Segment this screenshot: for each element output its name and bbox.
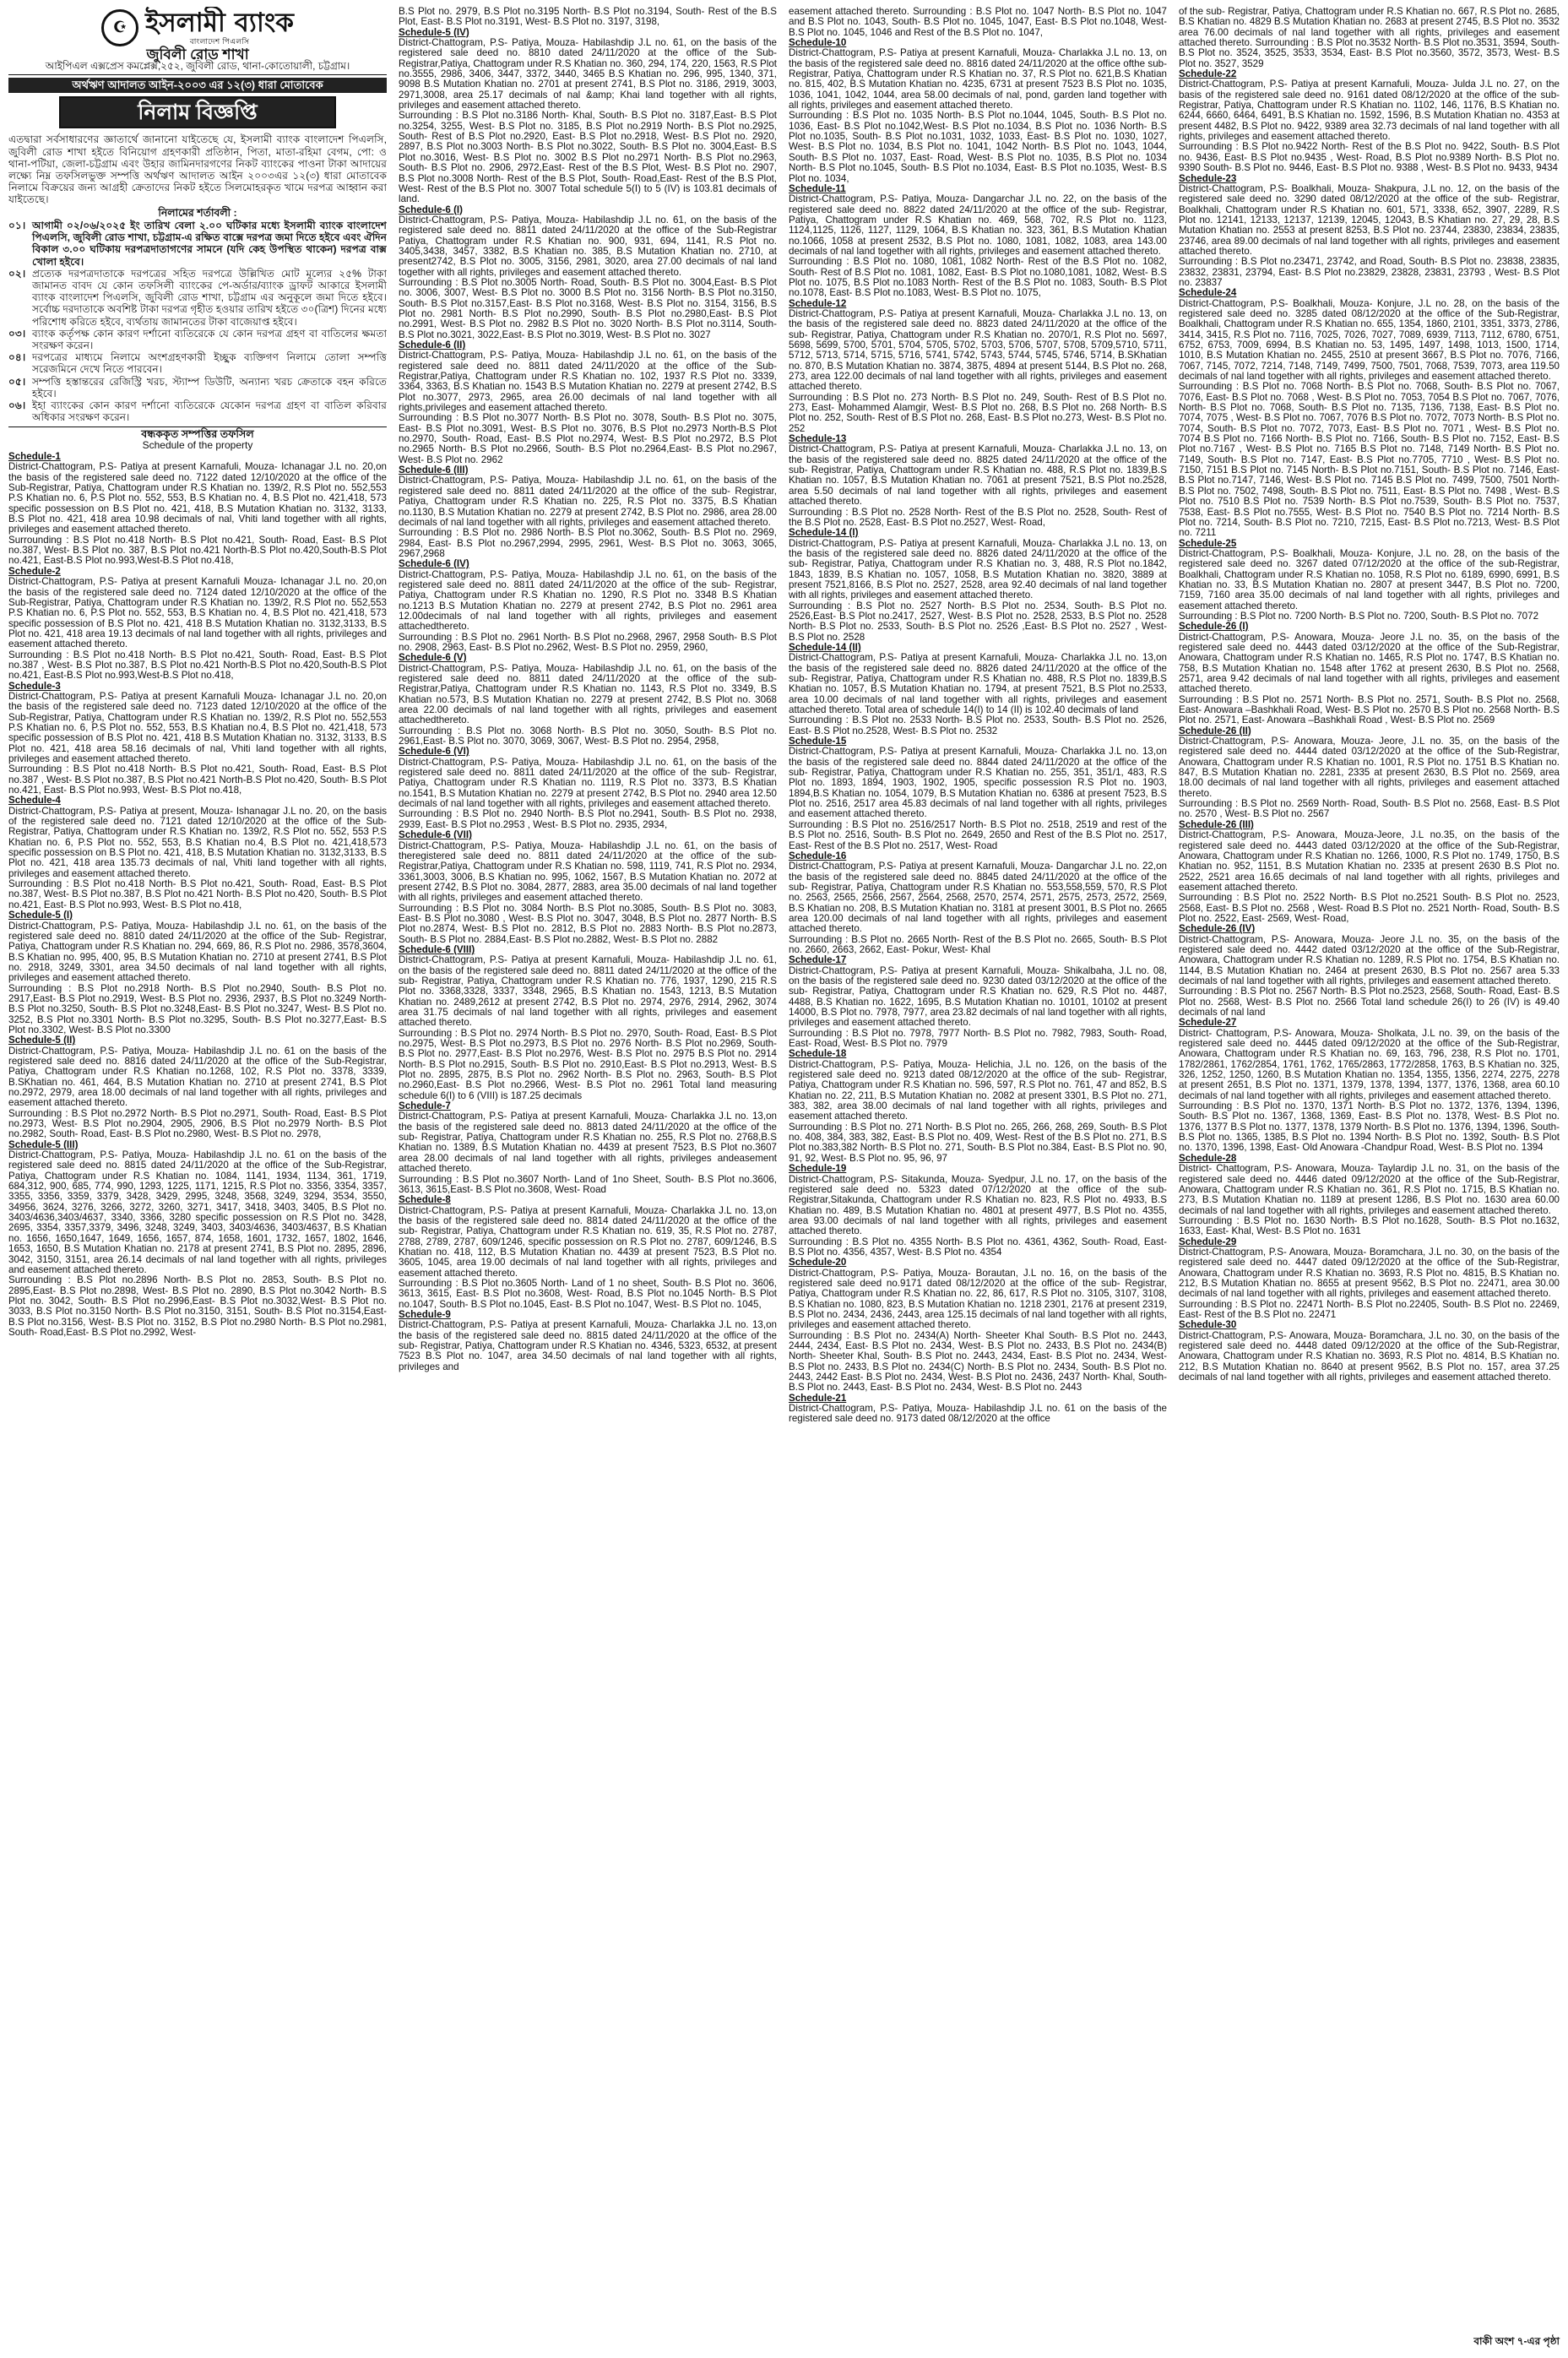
schedule-text: District-Chattogram, P.S- Sitakunda, Mouza- Syedpur, J.L no. 17, on the basis of the registered sale deed no. 5323 dated 07/12/2020 at the office of the sub- Registrar,Sitakunda, Chattogram under R.S Khatian no. 823, R.S Plot no. 4933, B.S Khatian no. 489, B.S Mutation Khatian no. 4801 at present 4977, B.S Plot no. 4355, area 93.00 decimals of nal land together with all rights, privileges and easement attached thereto.: [789, 1173, 1167, 1237]
schedule-paragraph: [789, 851, 1167, 935]
schedule-paragraph: [399, 1029, 777, 1101]
schedule-paragraph: [1179, 1237, 1560, 1300]
schedule-paragraph: [8, 796, 387, 879]
bank-name: ইসলামী ব্যাংক: [145, 8, 294, 38]
schedule-heading-label: Schedule-6 (V): [399, 652, 467, 664]
schedule-paragraph: [8, 452, 387, 535]
schedule-text: Surrounding : B.S Plot no. 2533 North- B.S Plot no. 2533, South- B.S Plot no. 2526, East- B.S Plot no.2528, West- B.S Plot no. 2532: [789, 714, 1167, 736]
schedule-paragraph: [789, 184, 1167, 257]
schedule-paragraph: [1179, 174, 1560, 258]
schedule-text: District-Chattogram, P.S- Boalkhali, Mouza- Konjure, J.L no. 28, on the basis of the registered sale deed no. 3267 dated 07/12/2020 at the office of the sub-Registrar, Boalkhali, Chattogram under R.S Khatian no. 1058, R.S Plot no. 6189, 6990, 6991, B.S Khatian no. 33, B.S Mutation Khatian no. 2807 at present 3447, B.S Plot no. 7200, 7159, 7160 area 35.00 decimals of nal land together with all rights, privileges and easement attached thereto.: [1179, 547, 1560, 611]
schedule-paragraph: [789, 111, 1167, 183]
schedule-text: Surrounding : B.S Plot no.418 North- B.S Plot no.421, South- Road, East- B.S Plot no.387, West- B.S Plot no. 387, B.S Plot no.421 North-B.S Plot no.420,South-B.S Plot no.421, East-B.S Plot no.993,West-B.S Plot no.418,: [8, 534, 387, 567]
schedule-heading-label: Schedule-5 (I): [8, 910, 73, 921]
schedule-heading-label: Schedule-5 (III): [8, 1138, 79, 1150]
column-2-schedules: [399, 7, 777, 1372]
schedule-paragraph: [1179, 7, 1560, 69]
schedule-heading-label: Schedule-19: [789, 1163, 847, 1175]
schedule-text: District-Chattogram, P.S- Patiya at present, Mouza- Ishanagar J.L no. 20, on the basis of the registered sale deed no. 7121 dated 12/10/2020 at the office of the Sub-Registrar, Patiya, Chattogram under R.S Khatian no. 139/2, R.S Plot no. 552, 553 P.S Khatian no. 6, P.S Plot no. 552, 553, B.S Khatian no.4, B.S Plot no. 421,418,573 specific possession on B.S Plot no. 421, 418, B.S Mutation Khatian no. 3132,3133, B.S Plot no. 421, 418 area 135.73 decimals of nal, Vhiti land together with all rights, privileges and easement attached thereto.: [8, 805, 387, 879]
schedule-text: Surrounding : B.S Plot no. 2528 North- Rest of the B.S Plot no. 2528, South- Rest of the B.S Plot no. 2528, East- B.S Plot no.2527, West- Road,: [789, 506, 1167, 528]
schedule-heading-label: Schedule-17: [789, 954, 847, 966]
schedule-text: District-Chattogram, P.S- Patiya, Mouza- Borautan, J.L no. 16, on the basis of the registered sale deed no.9171 dated 08/12/2020 at the office of the sub- Registrar, Patiya, Chattogram under R.S Khatian no. 22, 86, 617, R.S Plot no. 3105, 3107, 3108, B.S Khatian no. 1080, 823, B.S Mutation Khatian no. 1218 2301, 2176 at present 2319, B.S Plot no. 2434, 2436, 2443, area 125.15 decimals of nal land together with all rights, privileges and easement attached thereto.: [789, 1267, 1167, 1331]
schedule-text: District-Chattogram, P.S- Patiya at present Karnafuli, Mouza- Charlakka J.L no. 13,on the basis of the registered sale deed no. 8813 dated 24/11/2020 at the office of the sub- Registrar, Patiya, Chattogram under R.S Khatian no. 255, R.S Plot no. 2768,B.S Khatian no. 1389, B.S Mutation Khatian no. 4439 at present 7523, B.S Plot no.3607 area 28.00 decimals of nal land together with all rights, privileges andeasement attached thereto.: [399, 1111, 777, 1175]
schedule-text: Surrounding : B.S Plot no. 1080, 1081, 1082 North- Rest of the B.S Plot no. 1082, South- Rest of B.S Plot no. 1081, 1082, East- B.S Plot no.1080,1081, 1082, West- B.S Plot no. 1075, B.S Plot no.1083 North- Rest of the B.S Plot no. 1083, South- B.S Plot no.1078, East- B.S Plot no.1083, West- B.S Plot no. 1075,: [789, 256, 1167, 299]
schedule-paragraph: [789, 1237, 1167, 1258]
schedule-paragraph: [789, 1331, 1167, 1394]
schedule-text: District-Chattogram, P.S- Patiya at present Karnafuli, Mouza- Ichanagar J.L no. 20,on the basis of the registered sale deed no. 7122 dated 12/10/2020 at the office of the Sub-Registrar, Patiya, Chattogram under R.S Khatian no. 139/2, R.S Plot no. 552,553 P.S Khatian no. 6, P.S Plot no. 552, 553, B.S Khatian no. 4, B.S Plot no. 421,418, 573 specific possession on B.S Plot no. 421, 418, B.S Mutation Khatian no. 3132, 3133, B.S Plot no. 421, 418 area 10.98 decimals of nal, Vhiti land together with all rights, privileges and easement attached thereto.: [8, 461, 387, 535]
schedule-paragraph: [1179, 1101, 1560, 1154]
schedule-heading: বন্ধককৃত সম্পত্তির তফসিল: [8, 427, 387, 439]
schedule-paragraph: [789, 393, 1167, 434]
schedule-paragraph: [399, 7, 777, 28]
schedule-paragraph: [1179, 1018, 1560, 1101]
schedule-heading-label: Schedule-6 (VI): [399, 746, 469, 758]
schedule-paragraph: [399, 726, 777, 747]
schedule-text: District-Chattogram, P.S- Patiya at present Karnafuli, Mouza- Charlakka J.L no. 13,on the basis of the registered sale deed no. 8814 dated 24/11/2020 at the office of the sub- Registrar, Patiya, Chattogram under R.S Khatian no. 619, 35, R.S Plot no. 2787, 2788, 2789, 2787, 609/1246, specific possession on R.S Plot no. 2787, 609/1246, B.S Khatian no. 418, 112, B.S Mutation Khatian no. 4439 at present 7523, B.S Plot no. 3605, 1045, area 19.00 decimals of nal land together with all rights, privileges and easement attached thereto.: [399, 1204, 777, 1279]
schedule-text: Surrounding : B.S Plot no.23471, 23742, and Road, South- B.S Plot no. 23838, 23835, 23832, 23831, 23794, East- B.S Plot no.23829, 23828, 23831, 23793 , West- B.S Plot no. 23837: [1179, 256, 1560, 288]
schedule-text: District-Chattogram, P.S- Anowara, Mouza-Jeore, J.L no.35, on the basis of the registered sale deed no. 4443 dated 03/12/2020 at the office of the Sub-Registrar, Anowara, Chattogram under R.S Khatian no. 1266, 1000, R.S Plot no. 1749, 1750, B.S Khatian no. 952, 1151, B.S Mutation Khatian no. 2335 at present 2630 B.S Plot no. 2522, 2521 area 16.65 decimals of nal land together with all rights, privileges and easement attached thereto.: [1179, 829, 1560, 893]
schedule-text: District-Chattogram, P.S- Patiya, Mouza- Habilashdip J.L no. 61 on the basis of the registered sale deed no. 8816 dated 24/11/2020 at the office of the Sub-Registrar, Patiya, Chattogram under R.S Khatian no.1268, 102, R.S Plot no. 3378, 3339, B.SKhatian no. 461, 464, B.S Mutation Khatian no. 2710 at present 2741, B.S Plot no.2972, 2979, area 18.00 decimals of nal land together with all rights, privileges and easement attached thereto.: [8, 1045, 387, 1109]
newspaper-page: [8, 7, 1560, 2351]
schedule-heading-label: Schedule-14 (I): [789, 527, 859, 539]
schedule-heading-label: Schedule-11: [789, 182, 846, 194]
schedule-text: District-Chattogram, P.S- Boalkhali, Mouza- Shakpura, J.L no. 12, on the basis of the registered sale deed no. 3290 dated 08/12/2020 at the office of the sub- Registrar, Boalkhali, Chattogram under R.S Khatian no. 601, 571, 3338, 652, 3907, 2289, R.S Plot no. 12141, 12133, 12137, 12139, 12045, 12043, B.S Khatian no. 27, 29, 28, B.S Mutation Khatian no. 2553 at present 8253, B.S Plot no. 23744, 23830, 23834, 23835, 23746, area 89.00 decimals of nal land together with all rights, privileges and easement attached thereto.: [1179, 182, 1560, 257]
schedule-text: District-Chattogram, P.S- Patiya at present Karnafuli, Mouza- Shikalbaha, J.L no. 08, on the basis of the registered sale deed no. 9230 dated 03/12/2020 at the office of the sub- Registrar, Patiya, Chattogram under R.S Khatian no. 629, R.S Plot no. 4487, 4488, B.S Khatian no. 1622, 1695, B.S Mutation Khatian no. 10101, 10102 at present 14000, B.S Plot no. 7978, 7977, area 23.82 decimals of nal land together with all rights, privileges and easement attached thereto.: [789, 964, 1167, 1029]
bank-tagline: বাংলাদেশ পিএলসি: [189, 37, 250, 46]
schedule-text: Surrounding : B.S Plot no. 1370, 1371 North- B.S Plot no. 1372, 1376, 1394, 1396, South- B.S Plot no. 1367, 1368, 1369, East- B.S Plot no. 1378, West- B.S Plot no. 1376, 1377 B.S Plot no. 1377, 1378, 1379 North- B.S Plot no. 1376, 1394, 1396, South- B.S Plot no. 1365, 1385, B.S Plot no. 1394 North- B.S Plot no. 1392, South- B.S Plot no. 1370, 1396, 1398, East- Old Anowara -Chandpur Road, West- B.S Plot no. 1394: [1179, 1100, 1560, 1154]
schedule-text: Surrounding : B.S Plot no.9422 North- Rest of the B.S Plot no. 9422, South- B.S Plot no. 9436, East- B.S Plot no.9435 , West- Road, B.S Plot no.9389 North- B.S Plot no. 9390 South- B.S Plot no. 9446, East- B.S Plot no. 9388 , West- B.S Plot no. 9433, 9434: [1179, 141, 1560, 174]
schedule-paragraph: [399, 278, 777, 340]
schedule-text: Surrounding : B.S Plot no.3186 North- Khal, South- B.S Plot no. 3187,East- B.S Plot no.3254, 3255, West- B.S Plot no. 3185, B.S Plot no.2919 North- B.S Plot no.2925, South- Rest of B.S Plot no.2920, East- B.S Plot no.2918, West- B.S Plot no. 2920, 2897, B.S Plot no.3003 North- B.S Plot no.3022, South- B.S Plot no. 3004,East- B.S Plot no.3016, West- B.S Plot no. 3002 B.S Plot no.2971 North- B.S Plot no.2963, South- B.S Plot no. 2906, 2972,East- Rest of the B.S Plot, West- B.S Plot no. 2907, B.S Plot no.3008 North- Rest of the B.S Plot, South- Road,East- Rest of the B.S Plot, West- Rest of the B.S Plot no. 3007 Total schedule 5(I) to 5 (IV) is 103.81 decimals of land.: [399, 110, 777, 205]
schedule-text: Surrounding : B.S Plot no. 1630 North- B.S Plot no.1628, South- B.S Plot no.1632, 1633, East- Khal, West- B.S Plot no. 1631: [1179, 1214, 1560, 1237]
schedule-text: Surrounding : B.S Plot no. 2569 North- Road, South- B.S Plot no. 2568, East- B.S Plot no. 2570 , West- B.S Plot no. 2567: [1179, 798, 1560, 820]
schedule-heading-label: Schedule-18: [789, 1048, 847, 1060]
schedule-text: District-Chattogram, P.S- Anowara, Mouza- Jeore J.L no. 35, on the basis of the registered sale deed no. 4442 dated 03/12/2020 at the office of the Sub-Registrar, Anowara, Chattogram under R.S Khatian no. 1289, R.S Plot no. 1754, B.S Khatian no. 1144, B.S Mutation Khatian no. 2464 at present 2630, B.S Plot no. 2567 area 5.33 decimals of nal land together with all rights, privileges and easement attached thereto.: [1179, 933, 1560, 986]
schedule-text: District-Chattogram, P.S- Patiya, Mouza- Dangarchar J.L no. 22, on the basis of the registered sale deed no. 8822 dated 24/11/2020 at the office of the sub- Registrar, Patiya, Chattogram under R.S Khatian no. 469, 568, 702, R.S Plot no. 1123, 1124,1125, 1126, 1127, 1129, 1064, B.S Khatian no. 323, 361, B.S Mutation Khatian no.1066, 1058 at present 2532, B.S Plot no. 1080, 1081, 1082, 1083, area 143.00 decimals of nal land together with all rights, privileges and easement attached thereto.: [789, 193, 1167, 257]
schedule-text: Surrounding : B.S Plot no. 2527 North- B.S Plot no. 2534, South- B.S Plot no. 2526,East- B.S Plot no.2417, 2527, West- B.S Plot no. 2528, 2533, B.S Plot no. 2528 North- B.S Plot no. 2533, South- B.S Plot no. 2526 ,East- B.S Plot no. 2527 , West- B.S Plot no. 2528: [789, 600, 1167, 643]
schedule-heading-label: Schedule-26 (III): [1179, 818, 1254, 830]
schedule-paragraph: [789, 434, 1167, 507]
schedule-paragraph: [8, 984, 387, 1036]
schedule-text: Surrounding : B.S Plot no. 3084 North- B.S Plot no.3085, South- B.S Plot no. 3083, East- B.S Plot no.3080 , West- B.S Plot no. 3047, 3048, B.S Plot no. 2877 North- B.S Plot no.2874, West- B.S Plot no. 2812, B.S Plot no. 2883 North- B.S Plot no.2873, South- B.S Plot no. 2884,East- B.S Plot no.2882, West- B.S Plot no. 2882: [399, 902, 777, 945]
schedule-paragraph: [399, 945, 777, 1029]
schedule-heading-label: Schedule-6 (VIII): [399, 943, 475, 955]
condition-item: [8, 268, 387, 328]
schedule-heading-label: Schedule-4: [8, 795, 61, 807]
schedule-text: Surrounding : B.S Plot no. 2434(A) North- Sheeter Khal South- B.S Plot no. 2443, 2444, 2434, East- B.S Plot no. 2434, West- B.S Plot no. 2433, B.S Plot no. 2434(B) North- Sheeter Khal, South- B.S Plot no. 2443, 2434, East- B.S Plot no. 2434, West- B.S Plot no. 2433, B.S Plot no. 2434(C) North- B.S Plot no. 2434, South- B.S Plot no. 2443, 2442 East- B.S Plot no. 2434, West- B.S Plot no. 2436, 2437 North- Khal, South- B.S Plot no. 2443, East- B.S Plot no. 2434, West- B.S Plot no. 2443: [789, 1329, 1167, 1394]
schedule-heading-label: Schedule-22: [1179, 68, 1237, 80]
schedule-heading-label: Schedule-28: [1179, 1152, 1237, 1164]
schedule-paragraph: [399, 111, 777, 204]
schedule-text: District-Chattogram, P.S- Patiya, Mouza- Helichia, J.L no. 126, on the basis of the registered sale deed no. 9213 dated 08/12/2020 at the office of the sub- Registrar, Patiya, Chattogram under R.S Khatian no. 596, 597, R.S Plot no. 761, 47 and 852, B.S Khatian no. 22, 211, B.S Mutation Khatian no. 2082 at present 3301, B.S Plot no. 271, 383, 382, area 38.00 decimals of nal land together with all rights, privileges and easement attached thereto.: [789, 1058, 1167, 1122]
schedule-heading-label: Schedule-15: [789, 736, 847, 747]
condition-number: ০৩।: [8, 327, 26, 340]
condition-text: প্রত্যেক দরপত্রদাতাকে দরপত্রের সহিত দরপত্রে উল্লিখিত মোট মূল্যের ২৫% টাকা জামানত বাবদ যে কোন তফসিলী ব্যাংকের পে-অর্ডার/ব্যাংক ড্রাফট আকারে ইসলামী ব্যাংক বাংলাদেশ পিএলসি, জুবিলী রোড শাখা, চট্টগ্রাম এর অনুকূলে জমা দিতে হইবে। সর্বোচ্চ দরদাতাকে অবশিষ্ট টাকা দরপত্র গৃহীত হওয়ার তারিখ হইতে ৩০(ত্রিশ) দিনের মধ্যে পরিশোধ করিতে হইবে, ব্যর্থতায় জামানতের টাকা বাজেয়াপ্ত হইবে।: [32, 267, 387, 328]
schedule-paragraph: [8, 910, 387, 983]
schedule-heading-label: Schedule-7: [399, 1100, 451, 1112]
schedule-text: District-Chattogram, P.S- Anowara, Mouza- Jeore, J.L no. 35, on the basis of the registered sale deed no. 4444 dated 03/12/2020 at the office of the Sub-Registrar, Anowara, Chattogram under R.S Khatian no. 1001, R.S Plot no. 1751 B.S Khatian no. 847, B.S Mutation Khatian no. 2281, 2335 at present 2630, B.S Plot no. 2569, area 18.00 decimals of nal land together with all rights, privileges and easement attached thereto.: [1179, 736, 1560, 799]
condition-item: [8, 351, 387, 375]
schedule-heading-label: Schedule-24: [1179, 287, 1237, 299]
schedule-text: District-Chattogram, P.S- Patiya, Mouza- Habilashdip J.L no. 61, on the basis of the registered sale deed no. 8811 dated 24/11/2020 at the office of the sub- Registrar, Patiya, Chattogram under R.S Khatian no. 1290, R.S Plot no. 3348 B.S Khatian no.1213 B.S Mutation Khatian no. 2279 at present 2742, B.S Plot no. 2961 area 12.00decimals of nal land together with all rights, privileges and easement attachedthereto.: [399, 568, 777, 633]
schedule-text: Surrounding : B.S Plot no.418 North- B.S Plot no.421, South- Road, East- B.S Plot no.387 , West- B.S Plot no.387, B.S Plot no.421 North-B.S Plot no.420, South- B.S Plot no.421, East- B.S Plot no.993, West- B.S Plot no.418,: [8, 763, 387, 796]
schedule-text: District- Chattogram, P.S- Anowara, Mouza- Taylardip J.L no. 31, on the basis of the registered sale deed no. 4446 dated 09/12/2020 at the office of the Sub-Registrar, Anowara, Chattogram under R.S Khatian no. 361, R.S Plot no. 1715, B.S Khatian no. 273, B.S Mutation Khatian no. 1189 at present 1286, B.S Plot no. 1630 area 60.00 decimals of nal land together with all rights, privileges and easement attached thereto.: [1179, 1163, 1560, 1216]
schedule-paragraph: [789, 1122, 1167, 1164]
schedule-text: Surrounding : B.S Plot no. 2571 North- B.S Plot no. 2571, South- B.S Plot no. 2568, East- Anowara –Bashkhali Road, West- B.S Plot no. 2570 B.S Plot no. 2568 North- B.S Plot no. 2571, East- Anowara –Bashkhali Road , West- B.S Plot no. 2569: [1179, 693, 1560, 726]
notice-title: নিলাম বিজ্ঞপ্তি: [59, 96, 336, 128]
schedule-text: District-Chattogram, P.S- Patiya at present Karnafuli, Mouza- Charlakka J.L no. 13, on the basis of the registered sale deed no. 8816 dated 24/11/2020 at the office ofthe sub- Registrar, Patiya, Chattogram under R.S Khatian no. 37, R.S Plot no. 621,B.S Khatian no. 815, 402, B.S Mutation Khatian no. 4235, 6731 at present 7523 B.S Plot no. 1035, 1036, 1041, 1042, 1044, area 58.00 decimals of nal, pond, garden land together with all rights, privileges and easement attached thereto.: [789, 47, 1167, 111]
schedule-text: Surrounding : B.S Plot no.418 North- B.S Plot no.421, South- Road, East- B.S Plot no.387 , West- B.S Plot no.387, B.S Plot no.421 North-B.S Plot no.420,South-B.S Plot no.421, East-B.S Plot no.993,West-B.S Plot no.418,: [8, 649, 387, 682]
column-2: [399, 7, 777, 2351]
schedule-paragraph: [8, 1109, 387, 1140]
schedule-heading-label: Schedule-6 (II): [399, 340, 466, 350]
schedule-paragraph: [789, 1164, 1167, 1236]
schedule-paragraph: [789, 1394, 1167, 1425]
condition-text: দরপত্রের মাধ্যমে নিলামে অংশগ্রহণকারী ইচ্ছুক ব্যক্তিগণ নিলামে তোলা সম্পত্তি সরেজমিনে দেখে নিতে পারবেন।: [32, 351, 387, 376]
schedule-paragraph: [399, 830, 777, 903]
conditions-title: নিলামের শর্তাবলী :: [158, 206, 237, 219]
schedule-heading-label: Schedule-8: [399, 1194, 451, 1206]
schedule-paragraph: [789, 601, 1167, 643]
condition-number: ০১।: [8, 219, 26, 231]
schedule-paragraph: [1179, 726, 1560, 799]
schedule-paragraph: [399, 1195, 777, 1279]
schedule-heading-label: Schedule-2: [8, 565, 61, 577]
schedule-paragraph: [399, 205, 777, 278]
schedule-heading-label: Schedule-6 (I): [399, 204, 464, 215]
schedule-heading-label: Schedule-25: [1179, 537, 1237, 549]
schedule-text: Surrounding : B.S Plot no. 1035 North- B.S Plot no.1044, 1045, South- B.S Plot no. 1036, East- B.S Plot no.1042,West- B.S Plot no.1034, B.S Plot no. 1036 North- B.S Plot no.1035, South- B.S Plot no.1031, 1032, 1033, East- B.S Plot no. 1030, 1027, West- B.S Plot no. 1034, B.S Plot no. 1041, 1042 North- B.S Plot no. 1043, 1044, South- B.S Plot no. 1037, East- Road, West- B.S Plot no. 1035, B.S Plot no. 1034 North- B.S Plot no.1045, South- B.S Plot no.1034, East- B.S Plot no.1035, West- B.S Plot no. 1034,: [789, 110, 1167, 184]
schedule-paragraph: [1179, 539, 1560, 611]
schedule-paragraph: [399, 465, 777, 528]
schedule-text: Surrounding : B.S Plot no.2972 North- B.S Plot no.2971, South- Road, East- B.S Plot no.2973, West- B.S Plot no.2904, 2905, 2906, B.S Plot no.2979 North- B.S Plot no.2982, South- Road, East- B.S Plot no.2980, West- B.S Plot no. 2978,: [8, 1107, 387, 1140]
condition-text: ইহা ব্যাংকের কোন কারণ দর্শানো ব্যতিরেকে যেকোন দরপত্র গ্রহণ বা বাতিল করিবার অধিকার সংরক্ষণ করেন।: [32, 399, 387, 424]
schedule-heading-label: Schedule-6 (VII): [399, 829, 472, 841]
schedule-text: of the sub- Registrar, Patiya, Chattogram under R.S Khatian no. 667, R.S Plot no. 2685, B.S Khatian no. 4829 B.S Mutation Khatian no. 2683 at present 2745, B.S Plot no. 3532 area 76.00 decimals of nal land together with all rights, privileges and easement attached thereto. Surrounding : B.S Plot no.3532 North- B.S Plot no.3531, 3594, South- B.S Plot no. 3524, 3525, 3533, 3534, East- B.S Plot no.3560, 3572, 3573, West- B.S Plot no. 3527, 3529: [1179, 7, 1560, 69]
schedule-paragraph: [1179, 695, 1560, 726]
law-line: অর্থঋণ আদালত আইন-২০০৩ এর ১২(৩) ধারা মোতাবেক: [8, 78, 387, 93]
schedule-paragraph: [399, 633, 777, 654]
schedule-text: Surrounding : B.S Plot no.2918 North- B.S Plot no.2940, South- B.S Plot no. 2917,East- B.S Plot no.2919, West- B.S Plot no. 2936, 2937, B.S Plot no.3249 North- B.S Plot no.3250, South- B.S Plot no.3248,East- B.S Plot no.3247, West- B.S Plot no. 3252, B.S Plot no.3301 North- B.S Plot no.3295, South- B.S Plot no.3277,East- B.S Plot no.3302, West- B.S Plot no.3300: [8, 982, 387, 1035]
bank-logo-row: [8, 8, 387, 46]
schedule-text: District- Chattogram, P.S- Anowara, Mouza- Sholkata, J.L no. 39, on the basis of the registered sale deed no. 4445 dated 09/12/2020 at the office of the Sub-Registrar, Anowara, Chattogram under R.S Khatian no. 69, 163, 796, 238, R.S Plot no. 1701, 1782/2861, 1762/2854, 1761, 1762, 1765/2863, 1772/2858, 1763, B.S Khatian no. 325, 326, 1252, 1250, 1260, B.S Mutation Khatian no. 1354, 1355, 1356, 2274, 2275, 2278 at present 2651, B.S Plot no. 1371, 1379, 1378, 1394, 1377, 1376, 1368, area 60.10 decimals of nal land together with all rights, privileges and easement attached thereto.: [1179, 1027, 1560, 1101]
schedule-paragraph: [1179, 924, 1560, 986]
schedule-heading-label: Schedule-29: [1179, 1236, 1237, 1247]
schedule-heading-label: Schedule-13: [789, 433, 847, 445]
schedule-text: easement attached thereto. Surrounding : B.S Plot no. 1047 North- B.S Plot no. 1047 and B.S Plot no. 1043, South- B.S Plot no. 1045, 1047, East- B.S Plot no.1048, West- B.S Plot no. 1045, 1046 and Rest of the B.S Plot no. 1047,: [789, 7, 1167, 38]
schedule-paragraph: [1179, 986, 1560, 1018]
schedule-paragraph: [1179, 69, 1560, 142]
schedule-paragraph: [399, 528, 777, 559]
schedule-paragraph: [789, 1258, 1167, 1330]
schedule-text: District-Chattogram, P.S- Patiya, Mouza- Habilashdip J.L no. 61, on the basis of the registered sale deed no. 8811 dated 24/11/2020 at the office of the sub- Registrar, Patiya, Chattogram under R.S Khatian no. 1119, R.S Plot no. 3373, B.S Khatian no.1541, B.S Mutation Khatian no. 2279 at present 2742, B.S Plot no. 2940 area 12.50 decimals of nal land together with all rights, privileges and easement attached thereto.: [399, 756, 777, 810]
schedule-paragraph: [399, 559, 777, 632]
schedule-text: District-Chattogram, P.S- Patiya at present Karnafuli, Mouza- Dangarchar J.L no. 22,on the basis of the registered sale deed no. 8845 dated 24/11/2020 at the office of the sub- Registrar, Patiya, Chattogram under R.S Khatian no. 553,558,559, 570, R.S Plot no. 2563, 2565, 2566, 2567, 2564, 2568, 2570, 2574, 2571, 2575, 2573, 2572, 2569, B.S Khatian no. 208, B.S Mutation Khatian no. 3181 at present 3001, B.S Plot no. 2665 area 120.00 decimals of nal land together with all rights, privileges and easement attached thereto.: [789, 861, 1167, 935]
column-3-schedules: [789, 7, 1167, 1425]
schedule-paragraph: [1179, 820, 1560, 893]
schedule-paragraph: [8, 535, 387, 567]
schedule-paragraph: [399, 747, 777, 809]
condition-item: [8, 328, 387, 351]
schedule-text: Surrounding : B.S Plot no. 7200 North- B.S Plot no. 7200, South- B.S Plot no. 7072: [1179, 610, 1539, 622]
schedule-heading-label: Schedule-3: [8, 680, 61, 692]
schedule-text: Surrounding : B.S Plot no. 4355 North- B.S Plot no. 4361, 4362, South- Road, East- B.S Plot no. 4356, 4357, West- B.S Plot no. 4354: [789, 1236, 1167, 1258]
schedule-text: District-Chattogram, P.S- Patiya, Mouza- Habilashdip J.L no. 61, on the basis of the registered sale deed no. 8811 dated 24/11/2020 at the office of the Sub-Registrar,Patiya, Chattogram under R.S Khatian no. 102, 1937 R.S Plot no. 3339, 3364, 3363, B.S Khatian no. 1543 B.S Mutation Khatian no. 2279 at present 2742, B.S Plot no.3077, 2973, 2965, area 26.00 decimals of nal land together with all rights,privileges and easement attached thereto.: [399, 350, 777, 414]
schedule-subheading: Schedule of the property: [142, 438, 253, 451]
column-1: [8, 7, 387, 2351]
condition-text: আগামী ০২/০৬/২০২৫ ইং তারিখ বেলা ২.০০ ঘটিকার মধ্যে ইসলামী ব্যাংক বাংলাদেশ পিএলসি, জুবিলী রোড শাখা, চট্টগ্রাম-এ রক্ষিত বাক্সে দরপত্র জমা দিতে হইবে এবং ঐদিন বিকাল ৩.০০ ঘটিকায় দরপত্রদাতাগণের সামনে (যদি কেহ উপস্থিত থাকেন) দরপত্র বাক্স খোলা হইবে।: [32, 219, 387, 268]
schedule-heading-label: Schedule-30: [1179, 1319, 1237, 1331]
schedule-text: District-Chattogram, P.S- Patiya, Mouza- Habilashdip J.L no. 61, on the basis of the registered sale deed no. 8810 dated 24/11/2020 at the office of the Sub- Registrar, Patiya, Chattogram under R.S Khatian no. 294, 669, 86, R.S Plot no. 2986, 3578,3604, B.S Khatian no. 995, 400, 95, B.S Mutation Khatian no. 2710 at present 2741, B.S Plot no. 2918, 3249, 3301, area 34.50 decimals of nal land together with all rights, privileges and easement attached thereto.: [8, 920, 387, 984]
schedule-heading-label: Schedule-9: [399, 1308, 451, 1320]
schedule-paragraph: [789, 528, 1167, 600]
schedule-paragraph: [789, 935, 1167, 956]
schedule-paragraph: [789, 38, 1167, 111]
schedule-text: District-Chattogram, P.S- Patiya, Mouza- Habilashdip J.L no. 61, on the basis of theregistered sale deed no. 8811 dated 24/11/2020 at the office of the sub- Registrar,Patiya, Chattogram under R.S Khatian no. 598, 1119, 741, R.S Plot no. 2934, 3361,3003, 3006, B.S Khatian no. 995, 1062, 1567, B.S Mutation Khatian no. 2072 at present 2742, B.S Plot no. 3084, 2877, 2883, area 35.00 decimals of nal land together with all rights, privileges and easement attached thereto.: [399, 839, 777, 904]
schedule-heading-label: Schedule-26 (IV): [1179, 923, 1256, 935]
condition-item: [8, 376, 387, 399]
schedule-heading-label: Schedule-20: [789, 1257, 847, 1269]
schedule-paragraph: [789, 508, 1167, 529]
schedule-text: District-Chattogram, P.S- Patiya, Mouza- Habilashdip J.L no. 61, on the basis of the registered sale deed no. 8811 dated 24/11/2020 at the office of the sub- Registrar, Patiya, Chattogram under R.S Khatian no. 225, R.S Plot no. 3375, B.S Khatian no.1130, B.S Mutation Khatian no. 2279 at present 2742, B.S Plot no. 2986, area 28.00 decimals of nal land together with all rights, privileges and easement attached thereto.: [399, 475, 777, 528]
schedule-paragraph: [789, 643, 1167, 715]
branch-name: জুবিলী রোড শাখা: [146, 46, 249, 62]
schedule-text: District-Chattogram, P.S- Patiya, Mouza- Habilashdip J.L no. 61, on the basis of the registered sale deed no. 8810 dated 24/11/2020 at the office of the Sub-Registrar,Patiya, Chattogram under R.S Khatian no. 360, 294, 174, 220, 1563, R.S Plot no.3555, 2986, 3406, 3447, 3372, 3440, 3465 B.S Khatian no. 296, 995, 1340, 371, 9098 B.S Mutation Khatian no. 2701 at present 2741, B.S Plot no. 3186, 2919, 3003, 2971,3008, area 25.17 decimals of nal &amp; Khai land together with all rights, privileges and easement attached thereto.: [399, 37, 777, 111]
condition-text: সম্পত্তি হস্তান্তরের রেজিস্ট্রি খরচ, স্ট্যাম্প ডিউটি, অন্যান্য খরচ ক্রেতাকে বহন করিতে হইবে।: [32, 375, 387, 399]
schedule-paragraph: [789, 299, 1167, 393]
schedule-paragraph: [8, 1035, 387, 1108]
column-4-schedules: [1179, 7, 1560, 1383]
schedule-paragraph: [1179, 1154, 1560, 1216]
schedule-text: District-Chattogram, P.S- Patiya, Mouza- Habilashdip J.L no. 61 on the basis of the registered sale deed no. 9173 dated 08/12/2020 at the office: [789, 1403, 1167, 1425]
schedule-paragraph: [1179, 893, 1560, 924]
schedule-paragraph: [399, 1279, 777, 1310]
schedule-text: Surrounding : B.S Plot no. 3068 North- B.S Plot no. 3050, South- B.S Plot no. 2961,East- B.S Plot no. 3070, 3069, 3067, West- B.S Plot no. 2954, 2958,: [399, 725, 777, 747]
schedule-text: Surrounding : B.S Plot no.3077 North- B.S Plot no. 3078, South- B.S Plot no. 3075, East- B.S Plot no.3091, West- B.S Plot no. 3076, B.S Plot no.2973 North-B.S Plot no.2970, South- Road, East- B.S Plot no.2974, West- B.S Plot no.2972, B.S Plot no.2965 North- B.S Plot no.2966, South- B.S Plot no.2964,East- B.S Plot no.2967, West- B.S Plot no. 2962: [399, 412, 777, 465]
schedule-text: Surrounding : B.S Plot no.418 North- B.S Plot no.421, South- Road, East- B.S Plot no.387, West- B.S Plot no.387, B.S Plot no.421 North- B.S Plot no.420, South- B.S Plot no.421, East- B.S Plot no.993, West- B.S Plot no.418,: [8, 878, 387, 910]
schedule-text: District-Chattogram, P.S- Anowara, Mouza- Jeore J.L no. 35, on the basis of the registered sale deed no. 4443 dated 03/12/2020 at the office of the Sub-Registrar, Anowara, Chattogram under R.S Khatian no. 1465, R.S Plot no. 1747, B.S Khatian no. 758, B.S Mutation Khatian no. 1548 after 1762 at present 2630, B.S Plot no. 2568, 2571, area 9.42 decimals of nal land together with all rights, privileges and easement attached thereto.: [1179, 631, 1560, 695]
schedule-text: District-Chattogram, P.S- Patiya at present Karnafuli, Mouza- Julda J.L no. 27, on the basis of the registered sale deed no. 9161 dated 08/12/2020 at the office of the sub- Registrar, Patiya, Chattogram under R.S Khatian no. 1102, 146, 1176, B.S Khatian no. 6244, 6660, 6464, 6491, B.S Khatian no. 1592, 1596, B.S Mutation Khatian no. 4353 at present 4482, B.S Plot no. 9422, 9389 area 32.73 decimals of nal land together with all rights, privileges and easement attached thereto.: [1179, 79, 1560, 143]
column-4: [1179, 7, 1560, 2351]
schedule-text: Surrounding : B.S Plot no. 7068 North- B.S Plot no. 7068, South- B.S Plot no. 7067, 7076, East- B.S Plot no. 7068 , West- B.S Plot no. 7053, 7054 B.S Plot no. 7067, 7076, North- B.S Plot no. 7068, South- B.S Plot no. 7135, 7136, 7138, East- B.S Plot no. 7074, 7075 , West- B.S Plot no. 7067, 7076 B.S Plot no. 7072, 7073 North- B.S Plot no. 7074, South- B.S Plot no. 7072, 7073, East- B.S Plot no. 7071 , West- B.S Plot no. 7074 B.S Plot no. 7166 North- B.S Plot no. 7166, South- B.S Plot no. 7152, East- B.S Plot no.7167 , West- B.S Plot no. 7165 B.S Plot no. 7148, 7149 North- B.S Plot no. 7149, South- B.S Plot no. 7147, East- B.S Plot no.7705, 7710 , West- B.S Plot no. 7150, 7151 B.S Plot no. 7145 North- B.S Plot no.7151, South- B.S Plot no. 7146, East- B.S Plot no.7147, 7146, West- B.S Plot no. 7145 B.S Plot no. 7499, 7500, 7501 North- B.S Plot no. 7502, 7498, South- B.S Plot no. 7511, East- B.S Plot no. 7498 , West- B.S Plot no. 7510 B.S Plot no. 7539 North- B.S Plot no.7539, South- B.S Plot no. 7537, 7538, East- B.S Plot no.7555, West- B.S Plot no. 7540 B.S Plot no. 7214 North- B.S Plot no. 7214, South- B.S Plot no. 7210, 7215, East- B.S Plot no.7213, West- B.S Plot no. 7211: [1179, 381, 1560, 539]
branch-address: আইপিএল এক্সপ্রেস কমপ্লেক্স,২৫২, জুবিলী রোড, থানা-কোতোয়ালী, চট্টগ্রাম।: [8, 60, 387, 75]
schedule-text: District-Chattogram, P.S- Patiya, Mouza- Habilashdip J.L no. 61, on the basis of the registered sale deed no. 8811 dated 24/11/2020 at the office of the sub- Registrar,Patiya, Chattogram under R.S Khatian no. 1143, R.S Plot no. 3349, B.S Khatian no.573, B.S Mutation Khatian no. 2279 at present 2742, B.S Plot no. 3068 area 22.00 decimals of nal land together with all rights, privileges and easement attachedthereto.: [399, 662, 777, 726]
schedule-heading-label: Schedule-27: [1179, 1017, 1237, 1029]
schedule-paragraph: [1179, 799, 1560, 820]
schedule-text: District-Chattogram, P.S- Boalkhali, Mouza- Konjure, J.L no. 28, on the basis of the registered sale deed no. 3285 dated 08/12/2020 at the office of the Sub-Registrar, Boalkhali, Chattogram under R.S Khatian no. 655, 1354, 1860, 2101, 3351, 3373, 2786, 3414, 3415, R.S Plot no. 7116, 7025, 7026, 7027, 7089, 6939, 7113, 7112, 6780, 6751, 6752, 6753, 7009, 6994, B.S Khatian no. 53, 1495, 1497, 1498, 1013, 1500, 1714, 1010, B.S Mutation Khatian no. 2455, 2510 at present 3667, B.S Plot no. 7076, 7166, 7067, 7145, 7072, 7214, 7148, 7149, 7499, 7500, 7501, 7068, 7539, 7073, area 119.50 decimals of nal land together with all rights, privileges and easement attached thereto.: [1179, 297, 1560, 383]
schedule-text: Surrounding : B.S Plot no. 2665 North- Rest of the B.S Plot no. 2665, South- B.S Plot no. 2660, 2663, 2662, East- Pokur, West- Khal: [789, 933, 1167, 955]
schedule-paragraph: [399, 340, 777, 413]
intro-paragraph: এতদ্বারা সর্বসাধারণের জ্ঞাতার্থে জানানো যাইতেছে যে, ইসলামী ব্যাংক বাংলাদেশ পিএলসি, জুবিলী রোড শাখা হইতে বিনিয়োগ গ্রহণকারী প্রতিষ্ঠান, পিতা, মাতা-রহিমা বেগম, পো: ও থানা-পটিয়া, জেলা-চট্টগ্রাম এবং উহার জামিনদারগণের নিকট ব্যাংকের পাওনা টাকা আদায়ের লক্ষ্যে নিম্ন তফসিলভুক্ত সম্পত্তি অর্থঋণ আদালত আইন ২০০৩এর ১২(৩) ধারা মোতাবেক নিলামে বিক্রয়ের জন্য আগ্রহী ক্রেতাদের নিকট হইতে সিলমোহরকৃত খামে দরপত্র আহ্বান করা যাইতেছে।: [8, 133, 387, 206]
schedule-paragraph: [1179, 257, 1560, 288]
schedule-text: District-Chattogram, P.S- Patiya at present Karnafuli, Mouza- Charlakka J.L no. 13,on the basis of the registered sale deed no. 8815 dated 24/11/2020 at the office of the sub- Registrar, Patiya, Chattogram under R.S Khatian no. 4346, 5323, 6532, at present 7523 B.S Plot no. 1047, area 34.50 decimals of nal land together with all rights, privileges and: [399, 1319, 777, 1372]
schedule-paragraph: [399, 1101, 777, 1174]
schedule-paragraph: [789, 1029, 1167, 1050]
schedule-text: Surrounding : B.S Plot no. 273 North- B.S Plot no. 249, South- Rest of B.S Plot no. 273, East- Mohammed Alamgir, West- B.S Plot no. 268, B.S Plot no. 268 North- B.S Plot no. 252, South- Rest of B.S Plot no. 268, East- B.S Plot no.273, West- B.S Plot no. 252: [789, 391, 1167, 434]
schedule-text: Surrounding : B.S Plot no. 2940 North- B.S Plot no.2941, South- B.S Plot no. 2938, 2939, East- B.S Plot no.2953 , West- B.S Plot no. 2935, 2934,: [399, 808, 777, 830]
schedule-paragraph: [1179, 1216, 1560, 1237]
schedule-paragraph: [399, 28, 777, 111]
schedule-text: District-Chattogram, P.S- Anowara, Mouza- Boramchara, J.L no. 30, on the basis of the registered sale deed no. 4448 dated 09/12/2020 at the office of the Sub-Registrar, Anowara, Chattogram under R.S Khatian no. 3693, R.S Plot no. 4814, B.S Khatian no. 212, B.S Mutation Khatian no. 8640 at present 9562, B.S Plot no. 157, area 37.25 decimals of nal land together with all rights, privileges and easement attached thereto.: [1179, 1329, 1560, 1383]
column-3: [789, 7, 1167, 2351]
schedule-paragraph: [8, 682, 387, 765]
schedule-text: District-Chattogram, P.S- Patiya, Mouza- Habilashdip J.L no. 61, on the basis of the registered sale deed no. 8811 dated 24/11/2020 at the office of the Sub-Registrar Patiya, Chattogram under R.S Khatian no. 900, 931, 694, 1141, R.S Plot no. 3405,3438, 3457, 3382, B.S Khatian no. 385, B.S Mutation Khatian no. 2710, at present2742, B.S Plot no. 3005, 3156, 2981, 3020, area 27.00 decimals of nal land together with all rights, privileges and easement attached thereto.: [399, 214, 777, 278]
schedule-paragraph: [399, 413, 777, 465]
schedule-paragraph: [1179, 1300, 1560, 1321]
schedule-text: Surrounding : B.S Plot no.3005 North- Road, South- B.S Plot no. 3004,East- B.S Plot no. 3006, 3007, West- B.S Plot no. 3000 B.S Plot no. 3156 North- B.S Plot no.3150, South- B.S Plot no.3157,East- B.S Plot no.3168, West- B.S Plot no. 3154, 3156, B.S Plot no. 2981 North- B.S Plot no.2990, South- B.S Plot no.2980,East- B.S Plot no.2991, West- B.S Plot no. 2982 B.S Plot no. 3020 North- B.S Plot no.3114, South- B.S Plot no.3021, 3022,East- B.S Plot no.3019, West- B.S Plot no. 3027: [399, 276, 777, 340]
schedule-heading-label: Schedule-21: [789, 1392, 847, 1404]
condition-item: [8, 220, 387, 268]
schedule-paragraph: [789, 820, 1167, 851]
condition-text: ব্যাংক কর্তৃপক্ষ কোন কারণ দর্শানো ব্যতিরেকে যে কোন দরপত্র গ্রহণ বা বাতিলের ক্ষমতা সংরক্ষণ করেন।: [32, 327, 387, 351]
schedule-text: District-Chattogram, P.S- Patiya, Mouza- Habilashdip J.L no. 61 on the basis of the registered sale deed no. 8815 dated 24/11/2020 at the office of the Sub-Registrar, Patiya, Chattogram under R.S Khatian no. 1084, 1141, 1934, 1134, 361, 1719, 684,312, 900, 685, 774, 990, 1293, 1225, 1171, 1215, R.S Plot no. 3356, 3354, 3357, 3355, 3356, 3359, 3379, 3428, 3429, 2995, 3248, 3568, 3249, 3294, 3534, 3550, 34956, 3624, 3276, 3266, 3272, 3260, 3271, 3417, 3418, 3403, 3405, B.S Plot no. 3403/4636,3403/4637, 3340, 3366, 3280 specific possession on R.S Plot no. 3428, 2695, 3354, 3357,3379, 3496, 3248, 3249, 3403, 3403/4636, 3403/4637, B.S Khatian no. 1656, 1650,1647, 1649, 1656, 1657, 874, 1658, 1601, 1732, 1657, 1802, 1646, 1653, 1650, B.S Mutation Khatian no. 2178 at present 2741, B.S Plot no. 2895, 2896, 3042, 3150, 3151, area 26.14 decimals of nal land together with all rights, privileges and easement attached thereto.: [8, 1149, 387, 1275]
schedule-paragraph: [1179, 382, 1560, 538]
schedule-text: Surrounding : B.S Plot no. 2522 North- B.S Plot no.2521 South- B.S Plot no. 2523, 2568, East- B.S Plot no. 2568 , West- Road B.S Plot no. 2521 North- Road, South- B.S Plot no. 2522, East- 2569, West- Road,: [1179, 892, 1560, 924]
schedule-text: Surrounding : B.S Plot no. 7978, 7977 North- B.S Plot no. 7982, 7983, South- Road, East- Road, West- B.S Plot no. 7979: [789, 1027, 1167, 1050]
schedule-text: District-Chattogram, P.S- Patiya at present Karnafuli, Mouza- Charlakka J.L no. 13, on the basis of the registered sale deed no. 8826 dated 24/11/2020 at the office of the sub- Registrar, Patiya, Chattogram under R.S Khatian no. 3, 488, R.S Plot no.1842, 1843, 1839, B.S Khatian no. 1057, 1058, B.S Mutation Khatian no. 3820, 3889 at present 7521,8166, B.S Plot no. 2527, 2528, area 92.40 decimals of nal land together with all rights, privileges and easement attached thereto.: [789, 537, 1167, 601]
schedule-text: Surrounding : B.S Plot no. 22471 North- B.S Plot no.22405, South- B.S Plot no. 22469, East- Rest of the B.S Plot no. 22471: [1179, 1298, 1560, 1320]
schedule-text: District-Chattogram, P.S- Patiya at present Karnafuli, Mouza- Charlakka J.L no. 13, on the basis of the registered sale deed no. 8823 dated 24/11/2020 at the office of the sub- Registrar, Patiya, Chattogram under R.S Khatian no. 2070/1, R.S Plot no. 5697, 5698, 5699, 5700, 5701, 5704, 5705, 5702, 5703, 5706, 5707, 5708, 5709,5710, 5711, 5712, 5713, 5714, 5715, 5716, 5741, 5742, 5743, 5744, 5745, 5746, 5714, B.SKhatian no. 870, B.S Mutation Khatian no. 3874, 3875, 4894 at present 5144, B.S Plot no. 268, 273, area 122.00 decimals of nal land together with all rights, privileges and easement attached thereto.: [789, 307, 1167, 393]
schedule-paragraph: [8, 879, 387, 910]
schedule-heading-label: Schedule-5 (II): [8, 1035, 76, 1046]
schedule-paragraph: [789, 257, 1167, 298]
schedule-text: District-Chattogram, P.S- Patiya at present Karnafuli, Mouza- Charlakka J.L no. 13,on the basis of the registered sale deed no. 8826 dated 24/11/2020 at the office of the sub- Registrar, Patiya, Chattogram under R.S Khatian no. 488, R.S Plot no. 1839,B.S Khatian no. 1057, B.S Mutation Khatian no. 1794, at present 7521, B.S Plot no.2533, area 10.00 decimals of nal land together with all rights, privileges and easement attached thereto. Total area of schedule 14(I) to 14 (II) is 102.40 decimals of land: [789, 652, 1167, 716]
schedule-paragraph: [8, 1275, 387, 1338]
schedule-text: District-Chattogram, P.S- Patiya at present Karnafuli Mouza- Ichanagar J.L no. 20,on the basis of the registered sale deed no. 7124 dated 12/10/2020 at the office of the Sub-Registrar, Patiya, Chattogram under R.S Khatian no. 139/2, R.S Plot no. 552,553 P.S Khatian no. 6, P.S Plot no. 552, 553, B.S Khatian no. 4, B.S Plot no. 421,418, 573 specific possession of B.S Plot no. 421, 418 B.S Mutation Khatian no. 3132,3133, B.S Plot no. 421, 418 area 19.13 decimals of nal land together with all rights, privileges and easement attached thereto.: [8, 576, 387, 650]
schedule-text: District-Chattogram, P.S- Patiya at present Karnafuli Mouza- Ichanagar J.L no. 20,on the basis of the registered sale deed no. 7123 dated 12/10/2020 at the office of the Sub-Registrar, Patiya, Chattogram under R.S Khatian no. 139/2, R.S Plot no. 552,553 P.S Khatian no. 6, P.S Plot no. 552, 553, B.S Khatian no.4, B.S Plot no. 421,418, 573 specific possession of B.S Plot no. 421, 418 B.S Mutation Khatian no. 3132, 3133, B.S Plot no. 421, 418 area 58.16 decimals of nal, Vhiti land together with all rights, privileges and easement attached thereto.: [8, 690, 387, 765]
schedule-paragraph: [789, 736, 1167, 820]
schedule-paragraph: [399, 809, 777, 830]
schedule-text: Surrounding : B.S Plot no. 2516/2517 North- B.S Plot no. 2518, 2519 and rest of the B.S Plot no. 2516, South- B.S Plot no. 2649, 2650 and Rest of the B.S Plot no. 2517, East- Rest of the B.S Plot no. 2517, West- Road: [789, 818, 1167, 851]
schedule-text: Surrounding : B.S Plot no. 2961 North- B.S Plot no.2968, 2967, 2958 South- B.S Plot no. 2908, 2963, East- B.S Plot no.2962, West- B.S Plot no. 2959, 2960,: [399, 631, 777, 653]
schedule-paragraph: [399, 904, 777, 945]
schedule-paragraph: [8, 567, 387, 650]
schedule-text: District-Chattogram, P.S- Patiya at present Karnafuli, Mouza- Habilashdip J.L no. 61, on the basis of the registered sale deed no. 8811 dated 24/11/2020 at the office of the sub- Registrar, Patiya, Chattogram under R.S Khatian no. 776, 1937, 1290, 215 R.S Plot no. 3368,3328, 3337, 3348, 2965, B.S Khatian no. 1543, 1213, B.S Mutation Khatian no. 2489,2612 at present 2742, B.S Plot no. 2974, 2976, 2914, 2962, 3074 area 31.75 decimals of nal land together with all rights, privileges and easement attached thereto.: [399, 954, 777, 1029]
schedule-heading-label: Schedule-6 (IV): [399, 558, 469, 570]
condition-number: ০৫।: [8, 375, 26, 388]
bank-logo-icon: ☪: [101, 9, 138, 46]
schedule-paragraph: [8, 650, 387, 682]
schedule-heading-label: Schedule-5 (IV): [399, 26, 469, 38]
schedule-text: District-Chattogram, P.S- Anowara, Mouza- Boramchara, J.L no. 30, on the basis of the registered sale deed no. 4447 dated 09/12/2020 at the office of the Sub-Registrar, Anowara, Chattogram under R.S Khatian no. 3693, R.S Plot no. 4815, B.S Khatian no. 212, B.S Mutation Khatian no. 8655 at present 9562, B.S Plot no. 22471, area 30.00 decimals of nal land together with all rights, privileges and easement attached thereto.: [1179, 1246, 1560, 1300]
schedule-heading-label: Schedule-10: [789, 37, 847, 49]
schedule-text: Surrounding : B.S Plot no.3605 North- Land of 1 no sheet, South- B.S Plot no. 3606, 3613, 3615, East- B.S Plot no.3608, West- Road, B.S Plot no.1045 North- B.S Plot no.1047, South- B.S Plot no.1045, East- B.S Plot no.1047, West- B.S Plot no. 1045,: [399, 1277, 777, 1310]
schedule-text: Surrounding : B.S Plot no. 271 North- B.S Plot no. 265, 266, 268, 269, South- B.S Plot no. 408, 384, 383, 382, East- B.S Plot no. 409, West- Rest of the B.S Plot no. 271, B.S Plot no.383,382 North- B.S Plot no. 271, South- B.S Plot no.384, East- B.S Plot no. 90, 91, 92, West- B.S Plot no. 95, 96, 97: [789, 1121, 1167, 1164]
schedule-paragraph: [399, 653, 777, 725]
schedule-heading-label: Schedule-14 (II): [789, 641, 861, 653]
schedule-text: District-Chattogram, P.S- Patiya at present Karnafuli, Mouza- Charlakka J.L no. 13, on the basis of the registered sale deed no. 8825 dated 24/11/2020 at the office of the sub- Registrar, Patiya, Chattogram under R.S Khatian no. 488, R.S Plot no. 1839,B.S Khatian no. 1057, B.S Mutation Khatian no. 7061 at present 7521, B.S Plot no.2528, area 5.50 decimals of nal land together with all rights, privileges and easement attached thereto.: [789, 443, 1167, 508]
schedule-paragraph: [1179, 142, 1560, 173]
schedule-text: Surrounding : B.S Plot no.3607 North- Land of 1no Sheet, South- B.S Plot no.3606, 3613, 3615,East- B.S Plot no.3608, West- Road: [399, 1173, 777, 1195]
condition-number: ০২।: [8, 267, 26, 280]
schedule-paragraph: [399, 1310, 777, 1372]
schedule-heading-label: Schedule-12: [789, 297, 847, 309]
schedule-text: Surrounding : B.S Plot no.2896 North- B.S Plot no. 2853, South- B.S Plot no. 2895,East- B.S Plot no.2898, West- B.S Plot no. 2890, B.S Plot no.3042 North- B.S Plot no. 3042, South- B.S Plot no.2996,East- B.S Plot no.3032,West- B.S Plot no. 3033, B.S Plot no.3150 North- B.S Plot no.3150, 3151, South- B.S Plot no.3154,East- B.S Plot no.3156, West- B.S Plot no. 3152, B.S Plot no.2980 North- B.S Plot no.2981, South- Road,East- B.S Plot no.2992, West-: [8, 1274, 387, 1338]
schedule-heading-label: Schedule-26 (I): [1179, 621, 1249, 633]
schedule-text: Surrounding : B.S Plot no. 2986 North- B.S Plot no.3062, South- B.S Plot no. 2969, 2984, East- B.S Plot no.2967,2994, 2995, 2961, West- B.S Plot no. 3063, 3065, 2967,2968: [399, 527, 777, 559]
schedule-heading-label: Schedule-23: [1179, 172, 1237, 184]
condition-number: ০৬।: [8, 399, 26, 411]
condition-item: [8, 399, 387, 423]
schedule-text: District-Chattogram, P.S- Patiya at present Karnafuli, Mouza- Charlakka J.L no. 13,on the basis of the registered sale deed no. 8844 dated 24/11/2020 at the office of the sub- Registrar, Patiya, Chattogram under R.S Khatian no. 255, 351, 351/1, 483, R.S Plot no. 1893, 1894, 1903, 1902, 1905, specific possession R.S Plot no. 1903, 1894,B.S Khatian no. 1054, 1079, B.S Mutation Khatian no. 6386 at present 7523, B.S Plot no. 2516, 2517 area 45.83 decimals of nal land together with all rights, privileges and easement attached thereto.: [789, 746, 1167, 820]
conditions-list: [8, 220, 387, 423]
column-1-schedules: [8, 452, 387, 1338]
notice-header: [8, 8, 387, 128]
schedule-paragraph: [789, 715, 1167, 736]
schedule-heading-label: Schedule-26 (II): [1179, 725, 1251, 736]
schedule-paragraph: [1179, 622, 1560, 694]
schedule-text: Surrounding : B.S Plot no. 2974 North- B.S Plot no. 2970, South- Road, East- B.S Plot no.2975, West- B.S Plot no.2973, B.S Plot no. 2976 North- B.S Plot no.2969, South- B.S Plot no. 2977,East- B.S Plot no.2976, West- B.S Plot no. 2975 B.S Plot no. 2914 North- B.S Plot no.2915, South- B.S Plot no. 2910,East- B.S Plot no.2913, West- B.S Plot no. 2895, 2875, B.S Plot no. 2962 North- B.S Plot no. 2963, South- B.S Plot no.2960,East- B.S Plot no.2966, West- B.S Plot no. 2961 Total land measuring schedule 6(I) to 6 (VIII) is 187.25 decimals: [399, 1027, 777, 1101]
schedule-paragraph: [789, 7, 1167, 38]
schedule-paragraph: [789, 955, 1167, 1028]
schedule-text: Surrounding : B.S Plot no. 2567 North- B.S Plot no.2523, 2568, South- Road, East- B.S Plot no. 2568, West- B.S Plot no. 2566 Total land schedule 26(I) to 26 (IV) is 49.40 decimals of nal land: [1179, 986, 1560, 1018]
schedule-paragraph: [399, 1175, 777, 1196]
schedule-heading-label: Schedule-1: [8, 451, 61, 463]
schedule-paragraph: [789, 1049, 1167, 1122]
schedule-paragraph: [1179, 288, 1560, 382]
condition-number: ০৪।: [8, 351, 26, 364]
schedule-paragraph: [8, 764, 387, 796]
continued-footer: বাকী অংশ ৭-এর পৃষ্ঠা: [1473, 2335, 1560, 2347]
schedule-heading-label: Schedule-16: [789, 850, 847, 861]
schedule-paragraph: [1179, 1320, 1560, 1383]
schedule-text: B.S Plot no. 2979, B.S Plot no.3195 North- B.S Plot no.3194, South- Rest of the B.S Plot, East- B.S Plot no.3191, West- B.S Plot no. 3197, 3198,: [399, 7, 777, 28]
schedule-heading-label: Schedule-6 (III): [399, 465, 469, 476]
schedule-paragraph: [8, 1140, 387, 1275]
